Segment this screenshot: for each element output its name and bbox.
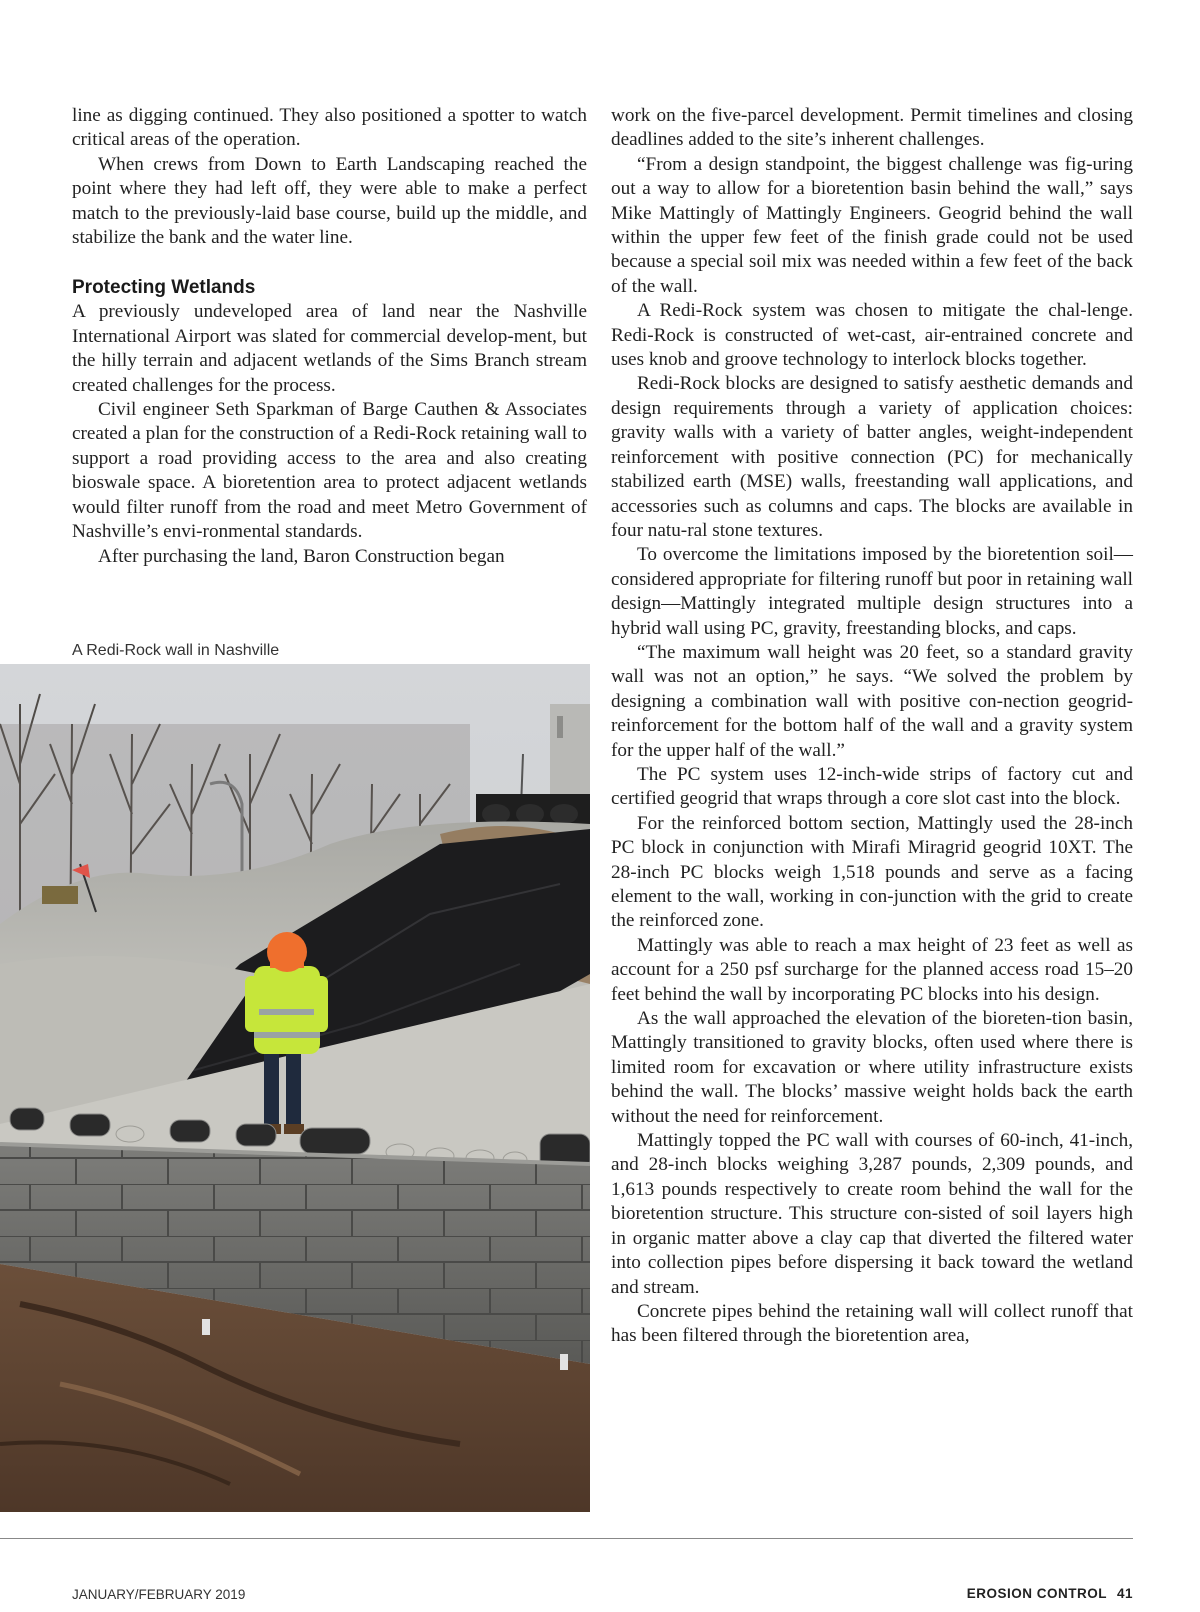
magazine-name: EROSION CONTROL	[966, 1586, 1107, 1601]
body-paragraph: line as digging continued. They also positioned a spotter to watch critical areas of the operation.	[72, 105, 587, 151]
retaining-wall-photo	[0, 664, 590, 1512]
left-column	[72, 104, 587, 569]
body-paragraph: A Redi-Rock system was chosen to mitigate the chal-lenge. Redi-Rock is constructed of wet-cast, air-entrained concrete and uses knob and groove technology to interlock blocks together.	[611, 300, 1133, 371]
footer-divider	[0, 1538, 1133, 1539]
body-paragraph: work on the five-parcel development. Permit timelines and closing deadlines added to the site’s inherent challenges.	[611, 105, 1133, 151]
section-subhead: Protecting Wetlands	[72, 277, 256, 299]
body-paragraph: After purchasing the land, Baron Construction began	[98, 545, 505, 567]
body-paragraph: Mattingly was able to reach a max height of 23 feet as well as account for a 250 psf surcharge for the planned access road 15–20 feet behind the wall by incorporating PC blocks into his design.	[611, 934, 1133, 1005]
body-paragraph: Redi-Rock blocks are designed to satisfy aesthetic demands and design requirements through a variety of application choices: gravity walls with a variety of batter angles, weight-independent reinforcement with positive connection (PC) for mechanically stabilized earth (MSE) walls, freestanding wall applications, and accessories such as columns and caps. The blocks are available in four natu-ral stone textures.	[611, 373, 1133, 541]
issue-date: JANUARY/FEBRUARY 2019	[72, 1587, 246, 1602]
body-paragraph: The PC system uses 12-inch-wide strips of factory cut and certified geogrid that wraps through a core slot cast into the block.	[611, 763, 1133, 810]
body-paragraph: Concrete pipes behind the retaining wall will collect runoff that has been filtered through the bioretention area,	[611, 1300, 1133, 1347]
body-paragraph: As the wall approached the elevation of the bioreten-tion basin, Mattingly transitioned to gravity blocks, often used where there is limited room for excavation or where utility infrastructure exists behind the wall. The blocks’ massive weight holds back the earth without the need for reinforcement.	[611, 1008, 1133, 1127]
body-paragraph: When crews from Down to Earth Landscaping reached the point where they had left off, they were able to make a perfect match to the previously-laid base course, build up the middle, and stabilize the bank and the water line.	[72, 153, 587, 249]
page-number: 41	[1116, 1586, 1133, 1601]
body-paragraph: Mattingly topped the PC wall with courses of 60-inch, 41-inch, and 28-inch blocks weighing 3,287 pounds, 2,309 pounds, and 1,613 pounds respectively to create room behind the wall for the bioretention structure. This structure con-sisted of soil layers high in organic matter above a clay cap that diverted the filtered water into collection pipes before dispersing it back toward the wetland and stream.	[611, 1130, 1133, 1298]
body-paragraph: “From a design standpoint, the biggest challenge was fig-uring out a way to allow for a bioretention basin behind the wall,” says Mike Mattingly of Mattingly Engineers. Geogrid behind the wall within the upper few feet of the finish grade could not be used because a special soil mix was needed within a few feet of the back of the wall.	[611, 153, 1133, 297]
photo-caption: A Redi-Rock wall in Nashville	[72, 642, 280, 659]
right-column	[611, 104, 1133, 1349]
body-paragraph: Civil engineer Seth Sparkman of Barge Cauthen & Associates created a plan for the construction of a Redi-Rock retaining wall to support a road providing access to the area and also creating bioswale space. A bioretention area to protect adjacent wetlands would filter runoff from the road and meet Metro Government of Nashville’s envi-ronmental standards.	[72, 399, 587, 543]
body-paragraph: For the reinforced bottom section, Mattingly used the 28-inch PC block in conjunction with Mirafi Miragrid geogrid 10XT. The 28-inch PC blocks weigh 1,518 pounds and serve as a facing element to the wall, working in con-junction with the grid to create the reinforced zone.	[611, 812, 1133, 932]
body-paragraph: To overcome the limitations imposed by the bioretention soil—considered appropriate for filtering runoff but poor in retaining wall design—Mattingly integrated multiple design structures into a hybrid wall using PC, gravity, freestanding blocks, and caps.	[611, 544, 1133, 639]
running-footer	[967, 1586, 1133, 1601]
body-paragraph: “The maximum wall height was 20 feet, so a standard gravity wall was not an option,” he says. “We solved the problem by designing a combination wall with positive con-nection geogrid-reinforcement for the bottom half of the wall and a gravity system for the upper half of the wall.”	[611, 641, 1133, 761]
body-paragraph: A previously undeveloped area of land near the Nashville International Airport was slated for commercial develop-ment, but the hilly terrain and adjacent wetlands of the Sims Branch stream created challenges for the process.	[72, 301, 587, 396]
